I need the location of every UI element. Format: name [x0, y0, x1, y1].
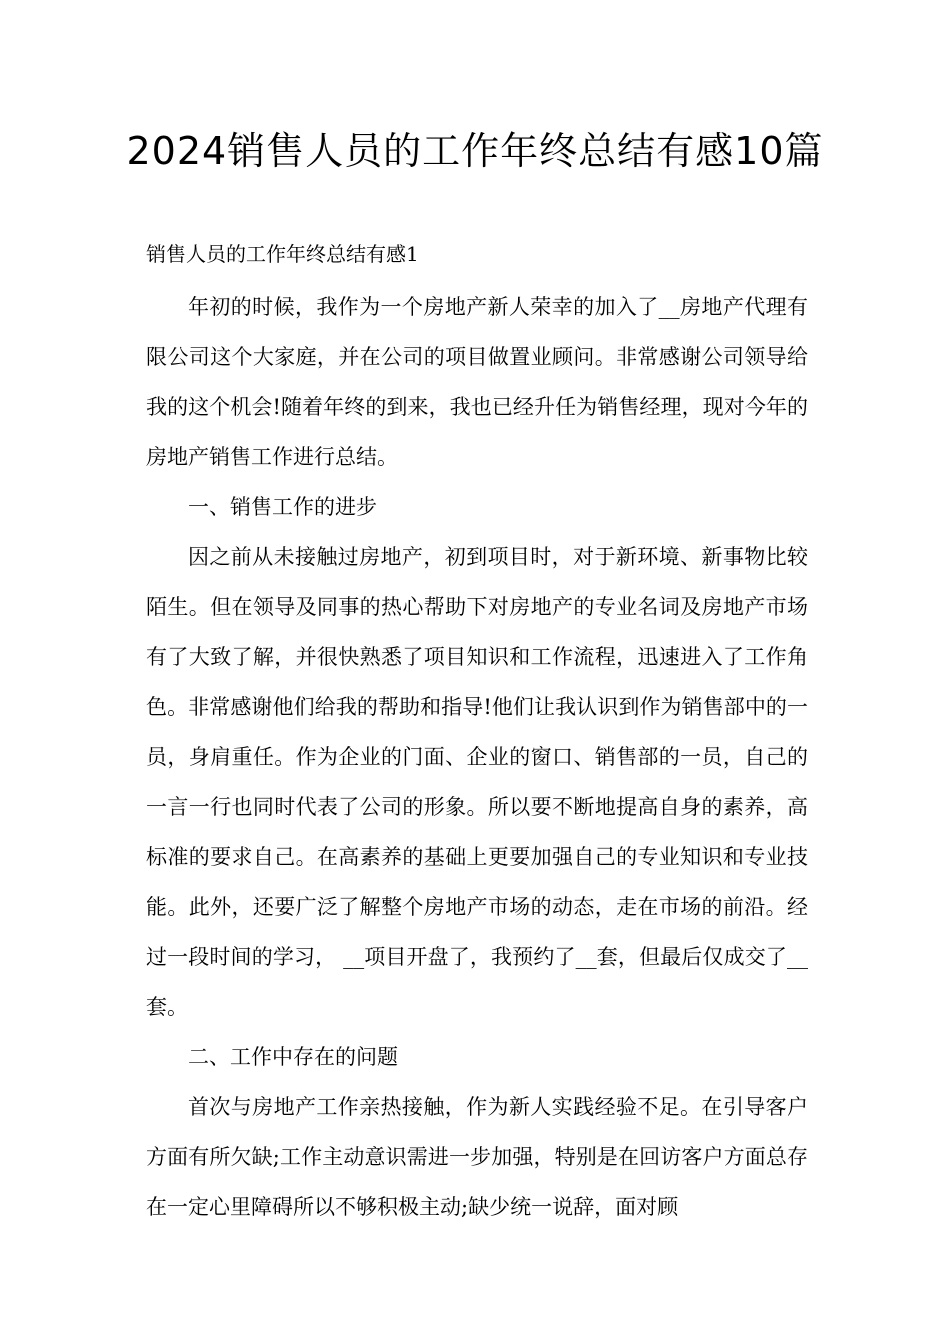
section-heading: 销售人员的工作年终总结有感1	[146, 242, 419, 266]
heading-problems: 二、工作中存在的问题	[188, 1045, 398, 1069]
paragraph-problems: 首次与房地产工作亲热接触，作为新人实践经验不足。在引导客户方面有所欠缺;工作主动意识需进一步加强，特别是在回访客户方面总存在一定心里障碍所以不够积极主动;缺少统一说辞，面对顾	[146, 1095, 808, 1219]
paragraph-intro: 年初的时候，我作为一个房地产新人荣幸的加入了__房地产代理有限公司这个大家庭，并在公司的项目做置业顾问。非常感谢公司领导给我的这个机会!随着年终的到来，我也已经升任为销售经理，现对今年的房地产销售工作进行总结。	[146, 295, 808, 469]
document-title: 2024销售人员的工作年终总结有感10篇	[126, 129, 824, 173]
heading-progress: 一、销售工作的进步	[188, 495, 377, 519]
paragraph-progress: 因之前从未接触过房地产，初到项目时，对于新环境、新事物比较陌生。但在领导及同事的热心帮助下对房地产的专业名词及房地产市场有了大致了解，并很快熟悉了项目知识和工作流程，迅速进入了工作角色。非常感谢他们给我的帮助和指导!他们让我认识到作为销售部中的一员，身肩重任。作为企业的门面、企业的窗口、销售部的一员，自己的一言一行也同时代表了公司的形象。所以要不断地提高自身的素养，高标准的要求自己。在高素养的基础上更要加强自己的专业知识和专业技能。此外，还要广泛了解整个房地产市场的动态，走在市场的前沿。经过一段时间的学习， __项目开盘了，我预约了__套，但最后仅成交了__套。	[146, 545, 808, 1019]
document-body	[146, 282, 808, 1232]
